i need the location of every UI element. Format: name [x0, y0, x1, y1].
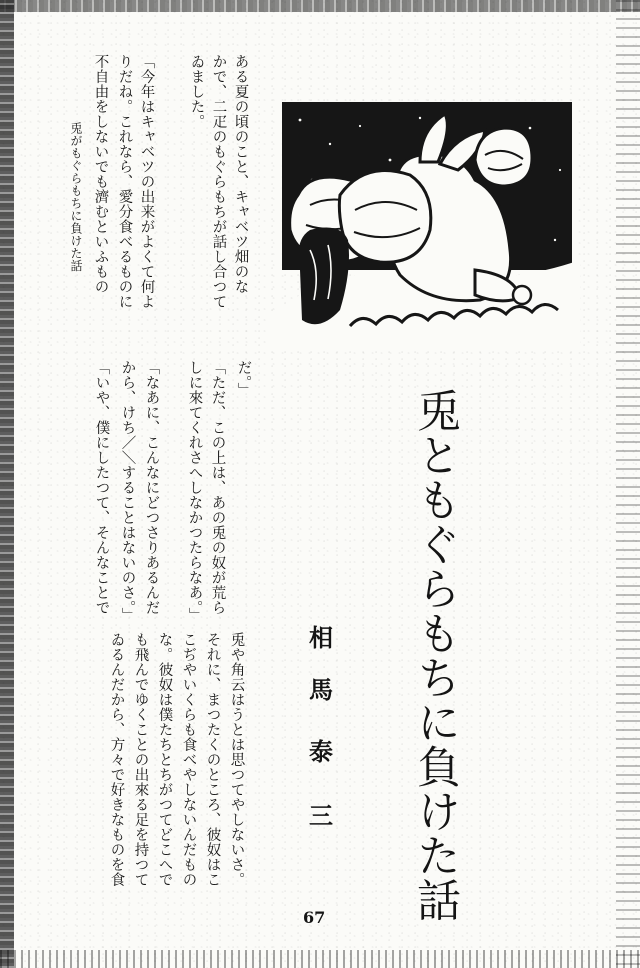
- author-char: 馬: [309, 675, 333, 704]
- page-number: 67: [303, 908, 326, 927]
- body-line: 兎や角云はうとは思つてやしないさ。: [228, 632, 245, 887]
- body-line: な。彼奴は僕たちとちがつてどこへで: [156, 632, 173, 887]
- body-line: ゐました。: [188, 54, 205, 129]
- body-line: それに、まつたくのところ、彼奴はこ: [204, 632, 221, 887]
- body-line: 「いや、僕にしたつて、そんなことで: [93, 360, 110, 615]
- scan-edge-left: [0, 0, 14, 968]
- author-char: 相: [309, 623, 333, 652]
- scan-edge-top: [0, 0, 640, 12]
- body-line: だ。」: [235, 360, 252, 398]
- body-line: ゐるんだから、方々で好きなものを食: [108, 632, 125, 887]
- body-line: 「なあに、こんなにどつさりあるんだ: [143, 360, 160, 615]
- story-title: 兎ともぐらもちに負けた話: [409, 388, 460, 922]
- body-line: ある夏の頃のこと、キャベツ畑のな: [232, 54, 249, 294]
- scan-edge-right: [616, 0, 640, 968]
- running-title: 兎がもぐらもちに負けた話: [69, 122, 83, 272]
- body-line: かで、二疋のもぐらもちが話し合つて: [210, 54, 227, 309]
- body-line: から、けち／＼することはないのさ。」: [119, 360, 136, 623]
- scan-edge-bottom: [0, 950, 640, 968]
- body-line: こぢやいくらも食べやしないんだもの: [180, 632, 197, 887]
- author-char: 三: [309, 801, 333, 830]
- body-line: りだね。これなら、愛分食べるものに: [116, 54, 133, 309]
- body-line: 「今年はキャベツの出来がよくて何よ: [138, 54, 155, 309]
- rabbit-cabbage-illustration: [270, 100, 580, 350]
- body-line: 不自由をしないでも濟むといふもの: [92, 54, 109, 294]
- body-line: しに來てくれさへしなかつたらなあ。」: [186, 360, 203, 623]
- author-char: 泰: [309, 737, 333, 766]
- body-line: も飛んでゆくことの出來る足を持つて: [132, 632, 149, 887]
- body-line: 「ただ、この上は、あの兎の奴が荒ら: [209, 360, 226, 615]
